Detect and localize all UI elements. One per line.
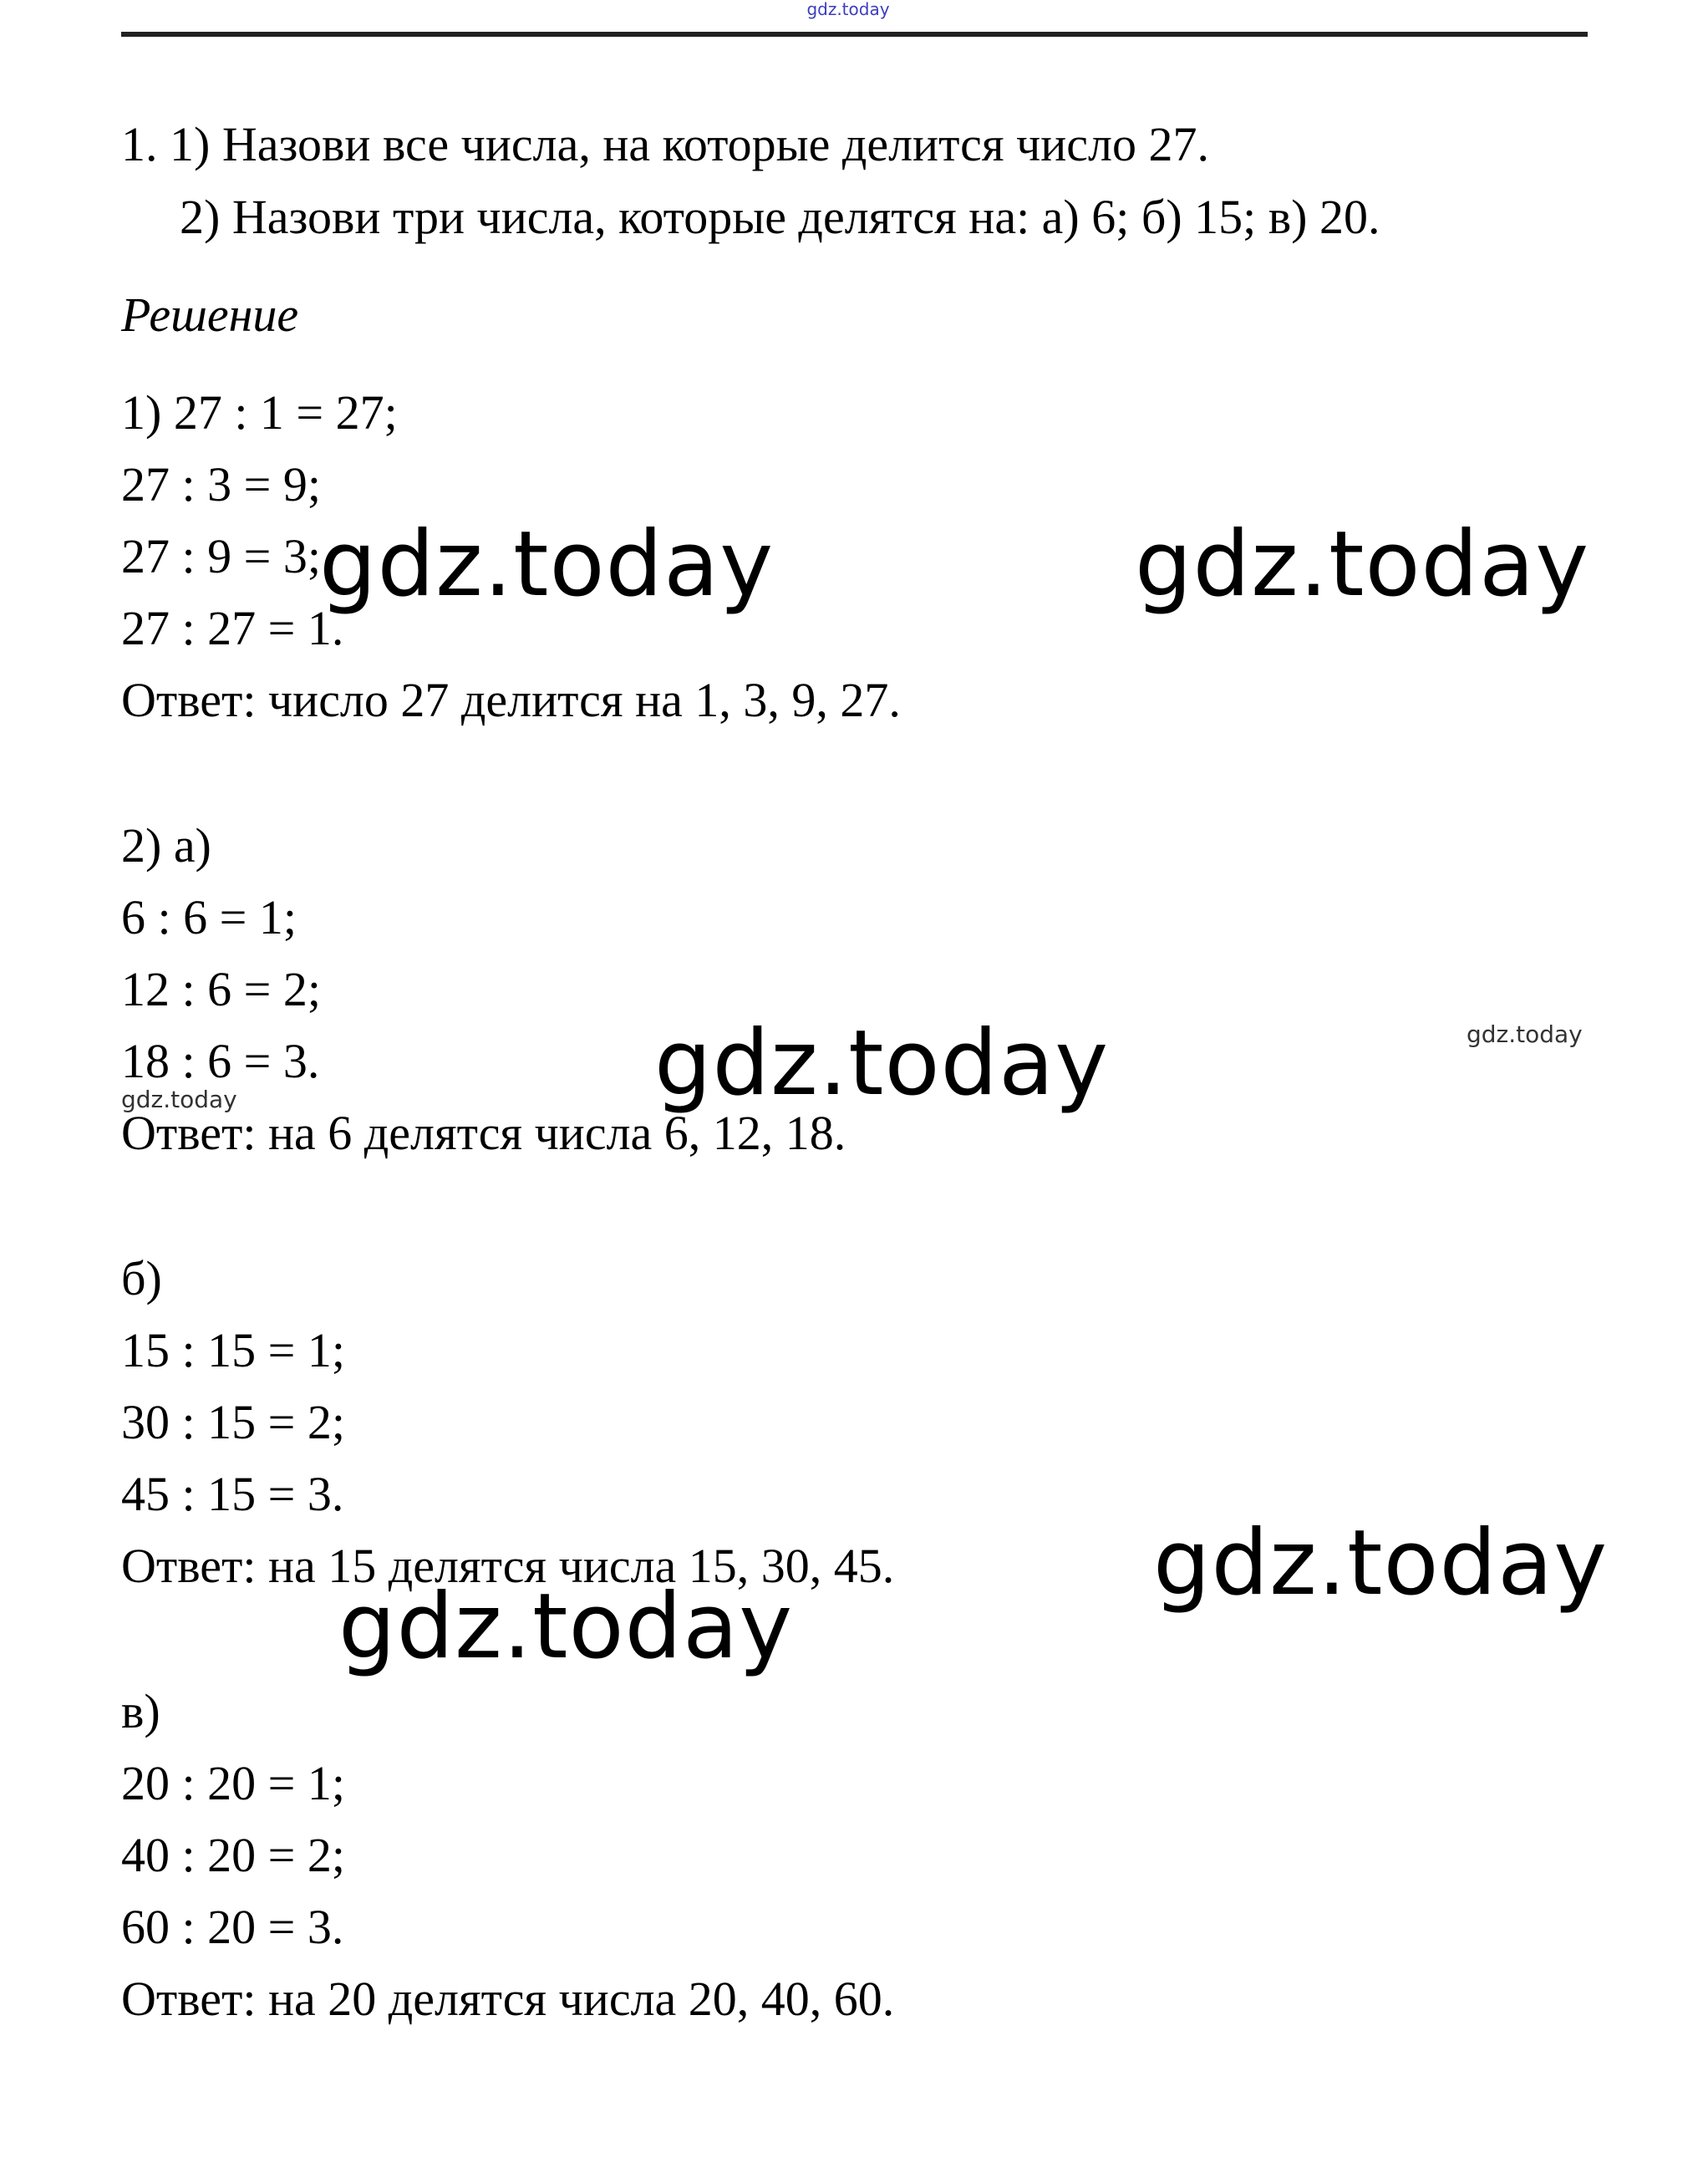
part1-line: 27 : 3 = 9; <box>121 457 321 511</box>
part2b-line: 45 : 15 = 3. <box>121 1467 344 1521</box>
part2c-line: 60 : 20 = 3. <box>121 1900 344 1954</box>
watermark: gdz.today <box>1467 1020 1583 1048</box>
part1-line: 1) 27 : 1 = 27; <box>121 385 398 440</box>
part2b-line: 30 : 15 = 2; <box>121 1395 345 1449</box>
task-line-2: 2) Назови три числа, которые делятся на: а) 6; б) 15; в) 20. <box>180 190 1380 244</box>
part2a-line: 6 : 6 = 1; <box>121 890 297 944</box>
part2b-line: 15 : 15 = 1; <box>121 1323 345 1377</box>
solution-heading: Решение <box>121 288 299 342</box>
part1-line: 27 : 9 = 3; <box>121 529 321 583</box>
part2a-answer: Ответ: на 6 делятся числа 6, 12, 18. <box>121 1106 846 1160</box>
part2b-label: б) <box>121 1251 162 1305</box>
top-rule <box>121 32 1588 37</box>
watermark: gdz.today <box>1153 1511 1609 1616</box>
part1-line: 27 : 27 = 1. <box>121 601 344 655</box>
part2c-line: 40 : 20 = 2; <box>121 1828 345 1882</box>
watermark: gdz.today <box>1135 512 1590 617</box>
watermark: gdz.today <box>121 1086 237 1113</box>
site-mark: gdz.today <box>806 0 890 19</box>
part2c-line: 20 : 20 = 1; <box>121 1756 345 1810</box>
watermark: gdz.today <box>654 1011 1110 1116</box>
watermark: gdz.today <box>338 1575 794 1679</box>
part2a-line: 12 : 6 = 2; <box>121 962 321 1016</box>
part2a-label: 2) а) <box>121 818 211 873</box>
part2b-answer: Ответ: на 15 делятся числа 15, 30, 45. <box>121 1539 895 1593</box>
task-line-1: 1. 1) Назови все числа, на которые делится число 27. <box>121 117 1209 171</box>
part2c-label: в) <box>121 1684 160 1738</box>
part1-answer: Ответ: число 27 делится на 1, 3, 9, 27. <box>121 673 901 727</box>
part2a-line: 18 : 6 = 3. <box>121 1034 320 1088</box>
watermark: gdz.today <box>319 512 775 617</box>
part2c-answer: Ответ: на 20 делятся числа 20, 40, 60. <box>121 1972 895 2026</box>
